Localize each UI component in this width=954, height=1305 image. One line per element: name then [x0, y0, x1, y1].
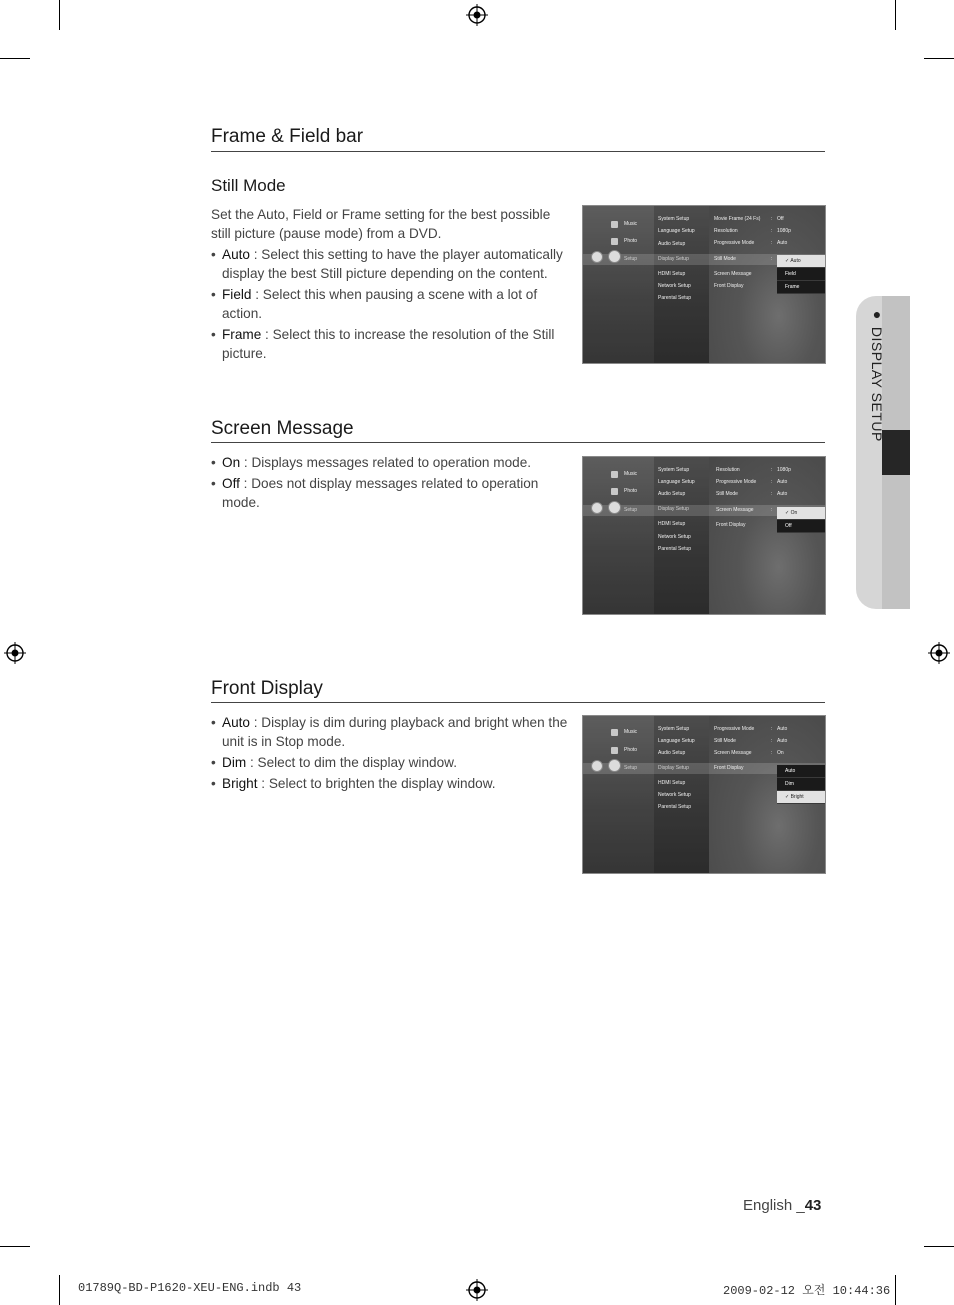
- crop-mark: [0, 1246, 30, 1247]
- bullet-term: On: [222, 455, 241, 470]
- registration-mark-icon: [4, 642, 26, 664]
- photo-icon: [611, 488, 618, 495]
- menu-middle-item: Parental Setup: [658, 546, 692, 552]
- menu-middle-item: Network Setup: [658, 792, 691, 798]
- menu-colon: :: [771, 216, 773, 222]
- bullet-item: • Dim : Select to dim the display window.: [211, 755, 457, 770]
- bullet-item: • Frame : Select this to increase the resolution of the Still picture.: [211, 327, 555, 361]
- menu-left-item: Music: [624, 729, 638, 735]
- bullet-term: Auto: [222, 715, 250, 730]
- bullet-term: Frame: [222, 327, 262, 342]
- registration-mark-icon: [466, 1279, 488, 1301]
- page-lang: English _: [743, 1197, 805, 1214]
- menu-colon: :: [771, 240, 773, 246]
- crop-mark: [924, 1246, 954, 1247]
- front-display-text: [211, 711, 573, 793]
- menu-right-label: Front Display: [716, 522, 746, 528]
- menu-right-value: On: [777, 750, 784, 756]
- option-item[interactable]: Auto: [777, 765, 825, 778]
- disc-icon: [591, 760, 603, 772]
- section-rule: [211, 442, 825, 443]
- menu-middle-item: System Setup: [658, 216, 690, 222]
- menu-right-label: Screen Message: [716, 507, 754, 513]
- menu-screenshot-still-mode: [582, 205, 826, 364]
- menu-middle-item: HDMI Setup: [658, 271, 686, 277]
- bullet-text: : Select this to increase the resolution of the Still picture.: [222, 327, 555, 361]
- menu-right-value: Auto: [777, 479, 788, 485]
- option-dropdown: [777, 255, 825, 294]
- bullet-text: : Select to dim the display window.: [246, 755, 457, 770]
- crop-mark: [924, 58, 954, 59]
- chapter-label: ● DISPLAY SETUP: [869, 306, 885, 442]
- photo-icon: [611, 747, 618, 754]
- option-item-selected[interactable]: ✓ On: [777, 507, 825, 520]
- menu-right-label: Movie Frame (24 Fs): [714, 216, 761, 222]
- bullet-item: • Bright : Select to brighten the display window.: [211, 776, 496, 791]
- bullet-text: : Displays messages related to operation mode.: [240, 455, 532, 470]
- menu-right-value: Auto: [777, 726, 788, 732]
- gear-icon: [608, 759, 621, 772]
- music-icon: [611, 729, 618, 736]
- bullet-text: : Does not display messages related to operation mode.: [222, 476, 539, 510]
- bullet-text: : Select to brighten the display window.: [257, 776, 496, 791]
- crop-mark: [59, 1275, 60, 1305]
- section-rule: [211, 702, 825, 703]
- bullet-item: • Auto : Display is dim during playback and bright when the unit is in Stop mode.: [211, 715, 568, 749]
- menu-middle-item: Display Setup: [658, 765, 689, 771]
- menu-colon: :: [771, 738, 773, 744]
- menu-middle-item: Network Setup: [658, 534, 691, 540]
- menu-colon: :: [771, 750, 773, 756]
- bullet-item: • Off : Does not display messages related to operation mode.: [211, 476, 539, 510]
- menu-right-label: Resolution: [714, 228, 738, 234]
- option-item-selected[interactable]: ✓ Bright: [777, 791, 825, 804]
- menu-right-label: Still Mode: [716, 491, 738, 497]
- menu-colon: :: [771, 726, 773, 732]
- menu-right-value: Off: [777, 216, 784, 222]
- bullet-icon: ●: [869, 306, 885, 323]
- bullet-term: Field: [222, 287, 252, 302]
- menu-middle-item: Network Setup: [658, 283, 691, 289]
- option-item[interactable]: Dim: [777, 778, 825, 791]
- bullet-text: : Select this setting to have the player automatically display the best Still picture depending on the content.: [222, 247, 563, 281]
- menu-right-label: Resolution: [716, 467, 740, 473]
- menu-left-item: Setup: [624, 765, 638, 771]
- menu-left-item: Photo: [624, 488, 638, 494]
- still-mode-text: [211, 205, 573, 363]
- option-dropdown: [777, 765, 825, 804]
- gear-icon: [608, 501, 621, 514]
- menu-colon: :: [771, 479, 773, 485]
- menu-colon: :: [771, 228, 773, 234]
- menu-right-label: Screen Message: [714, 271, 752, 277]
- menu-left-item: Photo: [624, 747, 638, 753]
- bullet-item: • Auto : Select this setting to have the player automatically display the best Still picture depending on the content.: [211, 247, 563, 281]
- section-title-screen-message: Screen Message: [211, 418, 354, 439]
- menu-colon: :: [771, 507, 773, 513]
- menu-right-label: Front Display: [714, 283, 744, 289]
- menu-left-item: Photo: [624, 238, 638, 244]
- menu-left-item: Setup: [624, 507, 638, 513]
- page-number: [743, 1197, 821, 1214]
- menu-screenshot-front-display: [582, 715, 826, 874]
- section-title-front-display: Front Display: [211, 678, 323, 699]
- photo-icon: [611, 238, 618, 245]
- chapter-side-tab: [856, 296, 910, 609]
- disc-icon: [591, 251, 603, 263]
- menu-left-item: Music: [624, 221, 638, 227]
- menu-right-label: Still Mode: [714, 738, 736, 744]
- still-mode-intro: Set the Auto, Field or Frame setting for the best possible still picture (pause mode) from a DVD.: [211, 207, 551, 241]
- menu-right-label: Screen Message: [714, 750, 752, 756]
- menu-middle-item: Parental Setup: [658, 295, 692, 301]
- section-title-frame-field: Frame & Field bar: [211, 126, 364, 147]
- menu-right-value: 1080p: [777, 467, 791, 473]
- bullet-item: • On : Displays messages related to operation mode.: [211, 455, 532, 470]
- menu-right-label: Progressive Mode: [716, 479, 757, 485]
- menu-right-value: Auto: [777, 240, 788, 246]
- menu-middle-item: Language Setup: [658, 738, 695, 744]
- menu-left-item: Setup: [624, 256, 638, 262]
- menu-middle-item: Parental Setup: [658, 804, 692, 810]
- menu-right-label: Still Mode: [714, 256, 736, 262]
- print-file-name: 01789Q-BD-P1620-XEU-ENG.indb 43: [78, 1281, 302, 1295]
- menu-colon: :: [771, 467, 773, 473]
- crop-mark: [895, 1275, 896, 1305]
- menu-middle-item: System Setup: [658, 467, 690, 473]
- menu-middle-item: Audio Setup: [658, 750, 686, 756]
- bullet-text: : Display is dim during playback and bright when the unit is in Stop mode.: [222, 715, 568, 749]
- section-rule: [211, 151, 825, 152]
- menu-screenshot-screen-message: [582, 456, 826, 615]
- menu-right-label: Progressive Mode: [714, 240, 755, 246]
- menu-middle-item: HDMI Setup: [658, 780, 686, 786]
- registration-mark-icon: [928, 642, 950, 664]
- menu-right-value: Auto: [777, 491, 788, 497]
- menu-middle-item: Display Setup: [658, 256, 689, 262]
- option-item[interactable]: Field: [777, 268, 825, 281]
- option-item-selected[interactable]: ✓ Auto: [777, 255, 825, 268]
- bullet-term: Dim: [222, 755, 247, 770]
- bullet-term: Auto: [222, 247, 250, 262]
- crop-mark: [0, 58, 30, 59]
- disc-icon: [591, 502, 603, 514]
- menu-middle-item: Display Setup: [658, 506, 689, 512]
- option-item[interactable]: Frame: [777, 281, 825, 294]
- menu-right-label: Front Display: [714, 765, 744, 771]
- menu-middle-item: HDMI Setup: [658, 521, 686, 527]
- option-dropdown: [777, 507, 825, 533]
- menu-right-label: Progressive Mode: [714, 726, 755, 732]
- crop-mark: [895, 0, 896, 30]
- menu-middle-item: Language Setup: [658, 479, 695, 485]
- menu-left-item: Music: [624, 471, 638, 477]
- registration-mark-icon: [466, 4, 488, 26]
- bullet-term: Bright: [222, 776, 258, 791]
- menu-colon: :: [771, 256, 773, 262]
- gear-icon: [608, 250, 621, 263]
- menu-middle-item: System Setup: [658, 726, 690, 732]
- music-icon: [611, 221, 618, 228]
- bullet-term: Off: [222, 476, 240, 491]
- option-item[interactable]: Off: [777, 520, 825, 533]
- menu-right-value: 1080p: [777, 228, 791, 234]
- page-num: 43: [804, 1197, 822, 1214]
- bullet-text: : Select this when pausing a scene with a lot of action.: [222, 287, 538, 321]
- subsection-title-still-mode: Still Mode: [211, 176, 286, 195]
- menu-right-value: Auto: [777, 738, 788, 744]
- crop-mark: [59, 0, 60, 30]
- print-date-time: 2009-02-12 오전 10:44:36: [723, 1284, 891, 1298]
- bullet-item: • Field : Select this when pausing a scene with a lot of action.: [211, 287, 538, 321]
- menu-middle-item: Audio Setup: [658, 241, 686, 247]
- menu-colon: :: [771, 491, 773, 497]
- music-icon: [611, 471, 618, 478]
- menu-middle-item: Audio Setup: [658, 491, 686, 497]
- menu-middle-item: Language Setup: [658, 228, 695, 234]
- screen-message-text: [211, 451, 573, 512]
